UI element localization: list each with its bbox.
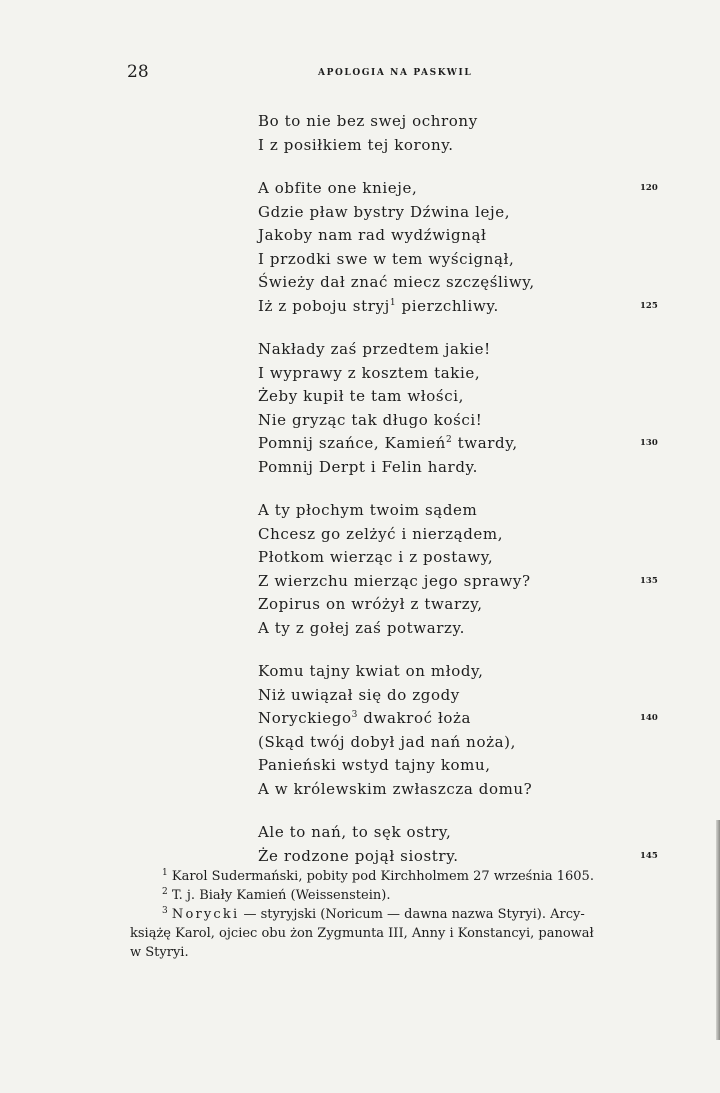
verse-text: Że rodzone pojął siostry.	[258, 846, 459, 865]
verse-line	[258, 546, 678, 570]
verse-text: Komu tajny kwiat on młody,	[258, 662, 484, 680]
verse-line	[258, 778, 678, 802]
verse-text: Pomnij szańce, Kamień	[258, 434, 446, 452]
verse-text: Chcesz go zelżyć i nierządem,	[258, 524, 504, 543]
stanza	[258, 110, 678, 157]
footnote-2	[130, 886, 650, 905]
verse-text: Gdzie pław bystry Dźwina leje,	[258, 202, 511, 221]
verse-text: Bo to nie bez swej ochrony	[258, 112, 478, 130]
verse-line	[258, 432, 678, 456]
verse-text: A obfite one knieje,	[258, 179, 418, 197]
line-number: 140	[640, 713, 658, 723]
verse-line	[258, 660, 678, 684]
stanza	[258, 821, 678, 868]
verse-line	[258, 177, 678, 201]
line-number: 145	[640, 850, 658, 861]
verse-text: I z posiłkiem tej korony.	[258, 135, 454, 154]
verse-text: (Skąd twój dobył jad nań noża),	[258, 732, 516, 751]
verse-text: A ty z gołej zaś potwarzy.	[258, 618, 466, 637]
page-number: 28	[127, 62, 149, 82]
verse-text: dwakroć łoża	[357, 709, 472, 727]
verse-line	[258, 338, 678, 362]
verse-text: Pomnij Derpt i Felin hardy.	[258, 457, 478, 476]
verse-text: Nie gryząc tak długo kości!	[258, 410, 483, 429]
stanza	[258, 177, 678, 318]
verse-line	[258, 845, 678, 869]
verse-text: A w królewskim zwłaszcza domu?	[258, 779, 533, 798]
verse-text: I przodki swe w tem wyścignął,	[258, 249, 515, 268]
verse-text: Jakoby nam rad wydźwignął	[258, 226, 487, 244]
verse-line	[258, 295, 678, 319]
verse-line	[258, 362, 678, 386]
footnote-text: Karol Sudermański, pobity pod Kirchholmem 27 września 1605.	[171, 869, 594, 884]
stanza	[258, 499, 678, 640]
footnote-3	[130, 905, 650, 924]
footnote-reference: 2	[445, 435, 453, 445]
footnote-3-continuation: w Styryi.	[130, 945, 189, 960]
verse-text: Żeby kupił te tam włości,	[258, 387, 464, 405]
verse-line	[258, 409, 678, 433]
footnote-text: T. j. Biały Kamień (Weissenstein).	[171, 888, 391, 903]
verse-text: Ale to nań, to sęk ostry,	[258, 823, 452, 841]
verse-line	[258, 499, 678, 523]
running-title: APOLOGIA NA PASKWIL	[318, 68, 473, 78]
line-number: 120	[640, 183, 658, 193]
verse-line	[258, 110, 678, 134]
line-number: 135	[640, 575, 658, 586]
footnote-text: — styryjski (Noricum — dawna nazwa Styryi). Arcy-	[239, 907, 585, 922]
line-number: 130	[640, 438, 658, 448]
verse-line	[258, 224, 678, 248]
verse-line	[258, 271, 678, 295]
footnote-marker: 2	[162, 887, 168, 897]
stanza	[258, 660, 678, 801]
verse-text: Zopirus on wróżył z twarzy,	[258, 595, 483, 613]
footnote-1	[130, 867, 650, 886]
page-edge-shadow	[716, 820, 720, 1040]
verse-line	[258, 593, 678, 617]
footnote-3-continuation: książę Karol, ojciec obu żon Zygmunta III, Anny i Konstancyi, panował	[130, 926, 594, 941]
verse-text: Świeży dał znać miecz szczęśliwy,	[258, 273, 535, 291]
verse-line	[258, 617, 678, 641]
verse-line	[258, 754, 678, 778]
footnote-keyword: Norycki	[171, 907, 240, 922]
verse-text: Noryckiego	[258, 709, 352, 727]
verse-line	[258, 456, 678, 480]
verse-line	[258, 248, 678, 272]
verse-text: Nakłady zaś przedtem jakie!	[258, 340, 491, 358]
verse-line	[258, 570, 678, 594]
verse-line	[258, 523, 678, 547]
footnote-marker: 3	[162, 906, 168, 916]
verse-text: I wyprawy z kosztem takie,	[258, 363, 481, 382]
verse-text: pierzchliwy.	[396, 296, 499, 315]
verse-line	[258, 134, 678, 158]
verse-text: twardy,	[452, 434, 518, 452]
footnotes	[130, 867, 650, 962]
verse-line	[258, 684, 678, 708]
footnote-reference: 1	[389, 297, 397, 308]
page-header	[0, 62, 720, 86]
verse-text: A ty płochym twoim sądem	[258, 501, 478, 519]
verse-text: Niż uwiązał się do zgody	[258, 685, 460, 704]
verse-line	[258, 201, 678, 225]
verse-line	[258, 821, 678, 845]
footnote-reference: 3	[351, 710, 358, 720]
line-number: 125	[640, 300, 658, 311]
poem-text	[258, 110, 678, 888]
verse-text: Płotkom wierząc i z postawy,	[258, 548, 494, 566]
stanza	[258, 338, 678, 479]
verse-text: Panieński wstyd tajny komu,	[258, 756, 491, 774]
verse-text: Z wierzchu mierząc jego sprawy?	[258, 571, 531, 590]
verse-line	[258, 707, 678, 731]
verse-text: Iż z poboju stryj	[258, 296, 390, 315]
footnote-marker: 1	[162, 868, 168, 878]
verse-line	[258, 731, 678, 755]
verse-line	[258, 385, 678, 409]
